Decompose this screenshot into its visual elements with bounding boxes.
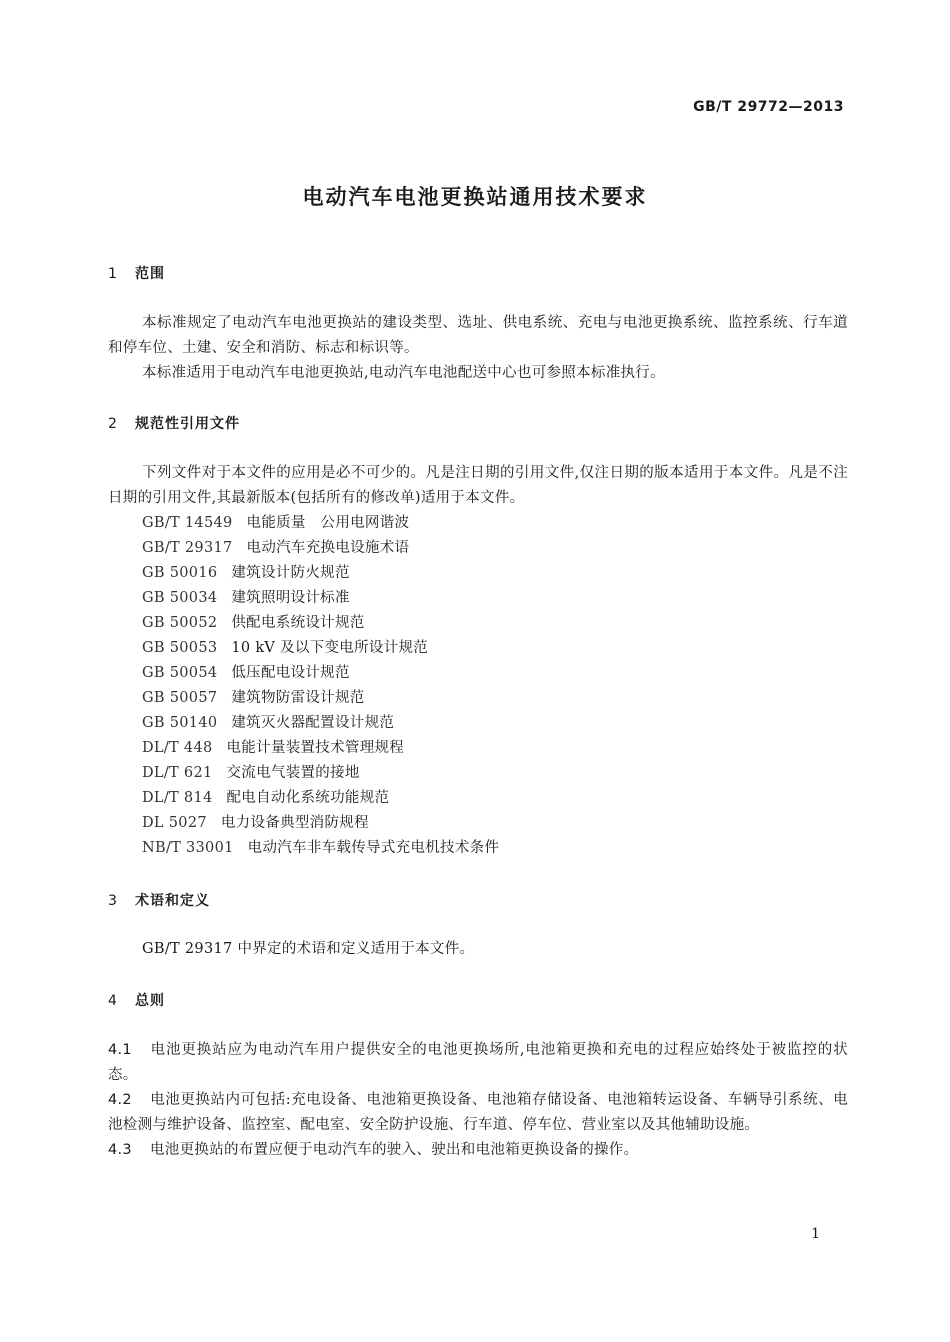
section-number: 1: [108, 266, 118, 282]
reference-title: 供配电系统设计规范: [231, 615, 365, 631]
list-item: [142, 661, 499, 686]
standard-number: GB/T 29772—2013: [693, 99, 844, 115]
section-number: 4: [108, 993, 118, 1009]
reference-code: DL/T 814: [142, 790, 213, 806]
list-item: [142, 736, 499, 761]
scope-paragraph-1: 本标准规定了电动汽车电池更换站的建设类型、选址、供电系统、充电与电池更换系统、监控系统、行车道和停车位、土建、安全和消防、标志和标识等。: [108, 315, 848, 356]
reference-code: GB 50034: [142, 590, 218, 606]
reference-code: GB 50016: [142, 565, 218, 581]
reference-title: 建筑物防雷设计规范: [231, 690, 365, 706]
reference-title: 建筑灭火器配置设计规范: [231, 715, 395, 731]
clause-4-1: [108, 1038, 848, 1088]
reference-code: GB 50057: [142, 690, 218, 706]
clause-4-3: [108, 1138, 848, 1163]
section-heading-general: [108, 990, 165, 1010]
reference-title: 电能质量 公用电网谐波: [246, 515, 410, 531]
clause-number: 4.3: [108, 1142, 132, 1158]
list-item: [142, 611, 499, 636]
section-title: 术语和定义: [135, 893, 210, 909]
scope-paragraph-2: 本标准适用于电动汽车电池更换站,电动汽车电池配送中心也可参照本标准执行。: [142, 365, 665, 381]
reference-code: GB/T 14549: [142, 515, 233, 531]
list-item: [142, 561, 499, 586]
reference-title: 电动汽车非车载传导式充电机技术条件: [247, 840, 500, 856]
section-title: 规范性引用文件: [135, 416, 240, 432]
clause-text: 电池更换站应为电动汽车用户提供安全的电池更换场所,电池箱更换和充电的过程应始终处于被监控的状态。: [108, 1042, 848, 1083]
list-item: [142, 711, 499, 736]
section-title: 范围: [135, 266, 165, 282]
reference-title: 低压配电设计规范: [231, 665, 350, 681]
section-heading-scope: [108, 263, 165, 283]
list-item: [142, 586, 499, 611]
reference-code: DL/T 448: [142, 740, 213, 756]
reference-code: GB 50054: [142, 665, 218, 681]
reference-title: 交流电气装置的接地: [226, 765, 360, 781]
document-title: 电动汽车电池更换站通用技术要求: [302, 185, 648, 209]
clause-text: 电池更换站的布置应便于电动汽车的驶入、驶出和电池箱更换设备的操作。: [150, 1142, 639, 1158]
reference-title: 建筑设计防火规范: [231, 565, 350, 581]
clause-4-2: [108, 1088, 848, 1138]
list-item: [142, 536, 499, 561]
clause-number: 4.1: [108, 1042, 132, 1058]
reference-code: NB/T 33001: [142, 840, 234, 856]
reference-code: DL/T 621: [142, 765, 213, 781]
section-heading-terms: [108, 890, 210, 910]
page-number: 1: [811, 1226, 820, 1242]
reference-title: 电能计量装置技术管理规程: [226, 740, 405, 756]
list-item: [142, 786, 499, 811]
list-item: [142, 511, 499, 536]
list-item: [142, 836, 499, 861]
reference-title: 电动汽车充换电设施术语: [246, 540, 410, 556]
reference-title: 建筑照明设计标准: [231, 590, 350, 606]
reference-code: GB 50053: [142, 640, 218, 656]
list-item: [142, 636, 499, 661]
clause-number: 4.2: [108, 1092, 132, 1108]
reference-code: DL 5027: [142, 815, 207, 831]
reference-code: GB 50052: [142, 615, 218, 631]
terms-paragraph: GB/T 29317 中界定的术语和定义适用于本文件。: [142, 941, 475, 957]
list-item: [142, 686, 499, 711]
reference-list: [142, 511, 499, 861]
reference-title: 配电自动化系统功能规范: [226, 790, 390, 806]
reference-title: 电力设备典型消防规程: [220, 815, 369, 831]
clause-text: 电池更换站内可包括:充电设备、电池箱更换设备、电池箱存储设备、电池箱转运设备、车辆导引系统、电池检测与维护设备、监控室、配电室、安全防护设施、行车道、停车位、营业室以及其他辅助设施。: [108, 1092, 848, 1133]
section-heading-references: [108, 413, 240, 433]
section-number: 2: [108, 416, 118, 432]
section-number: 3: [108, 893, 118, 909]
list-item: [142, 811, 499, 836]
reference-code: GB 50140: [142, 715, 218, 731]
references-intro: 下列文件对于本文件的应用是必不可少的。凡是注日期的引用文件,仅注日期的版本适用于本文件。凡是不注日期的引用文件,其最新版本(包括所有的修改单)适用于本文件。: [108, 465, 848, 506]
reference-title: 10 kV 及以下变电所设计规范: [231, 640, 429, 656]
section-title: 总则: [135, 993, 165, 1009]
list-item: [142, 761, 499, 786]
reference-code: GB/T 29317: [142, 540, 233, 556]
